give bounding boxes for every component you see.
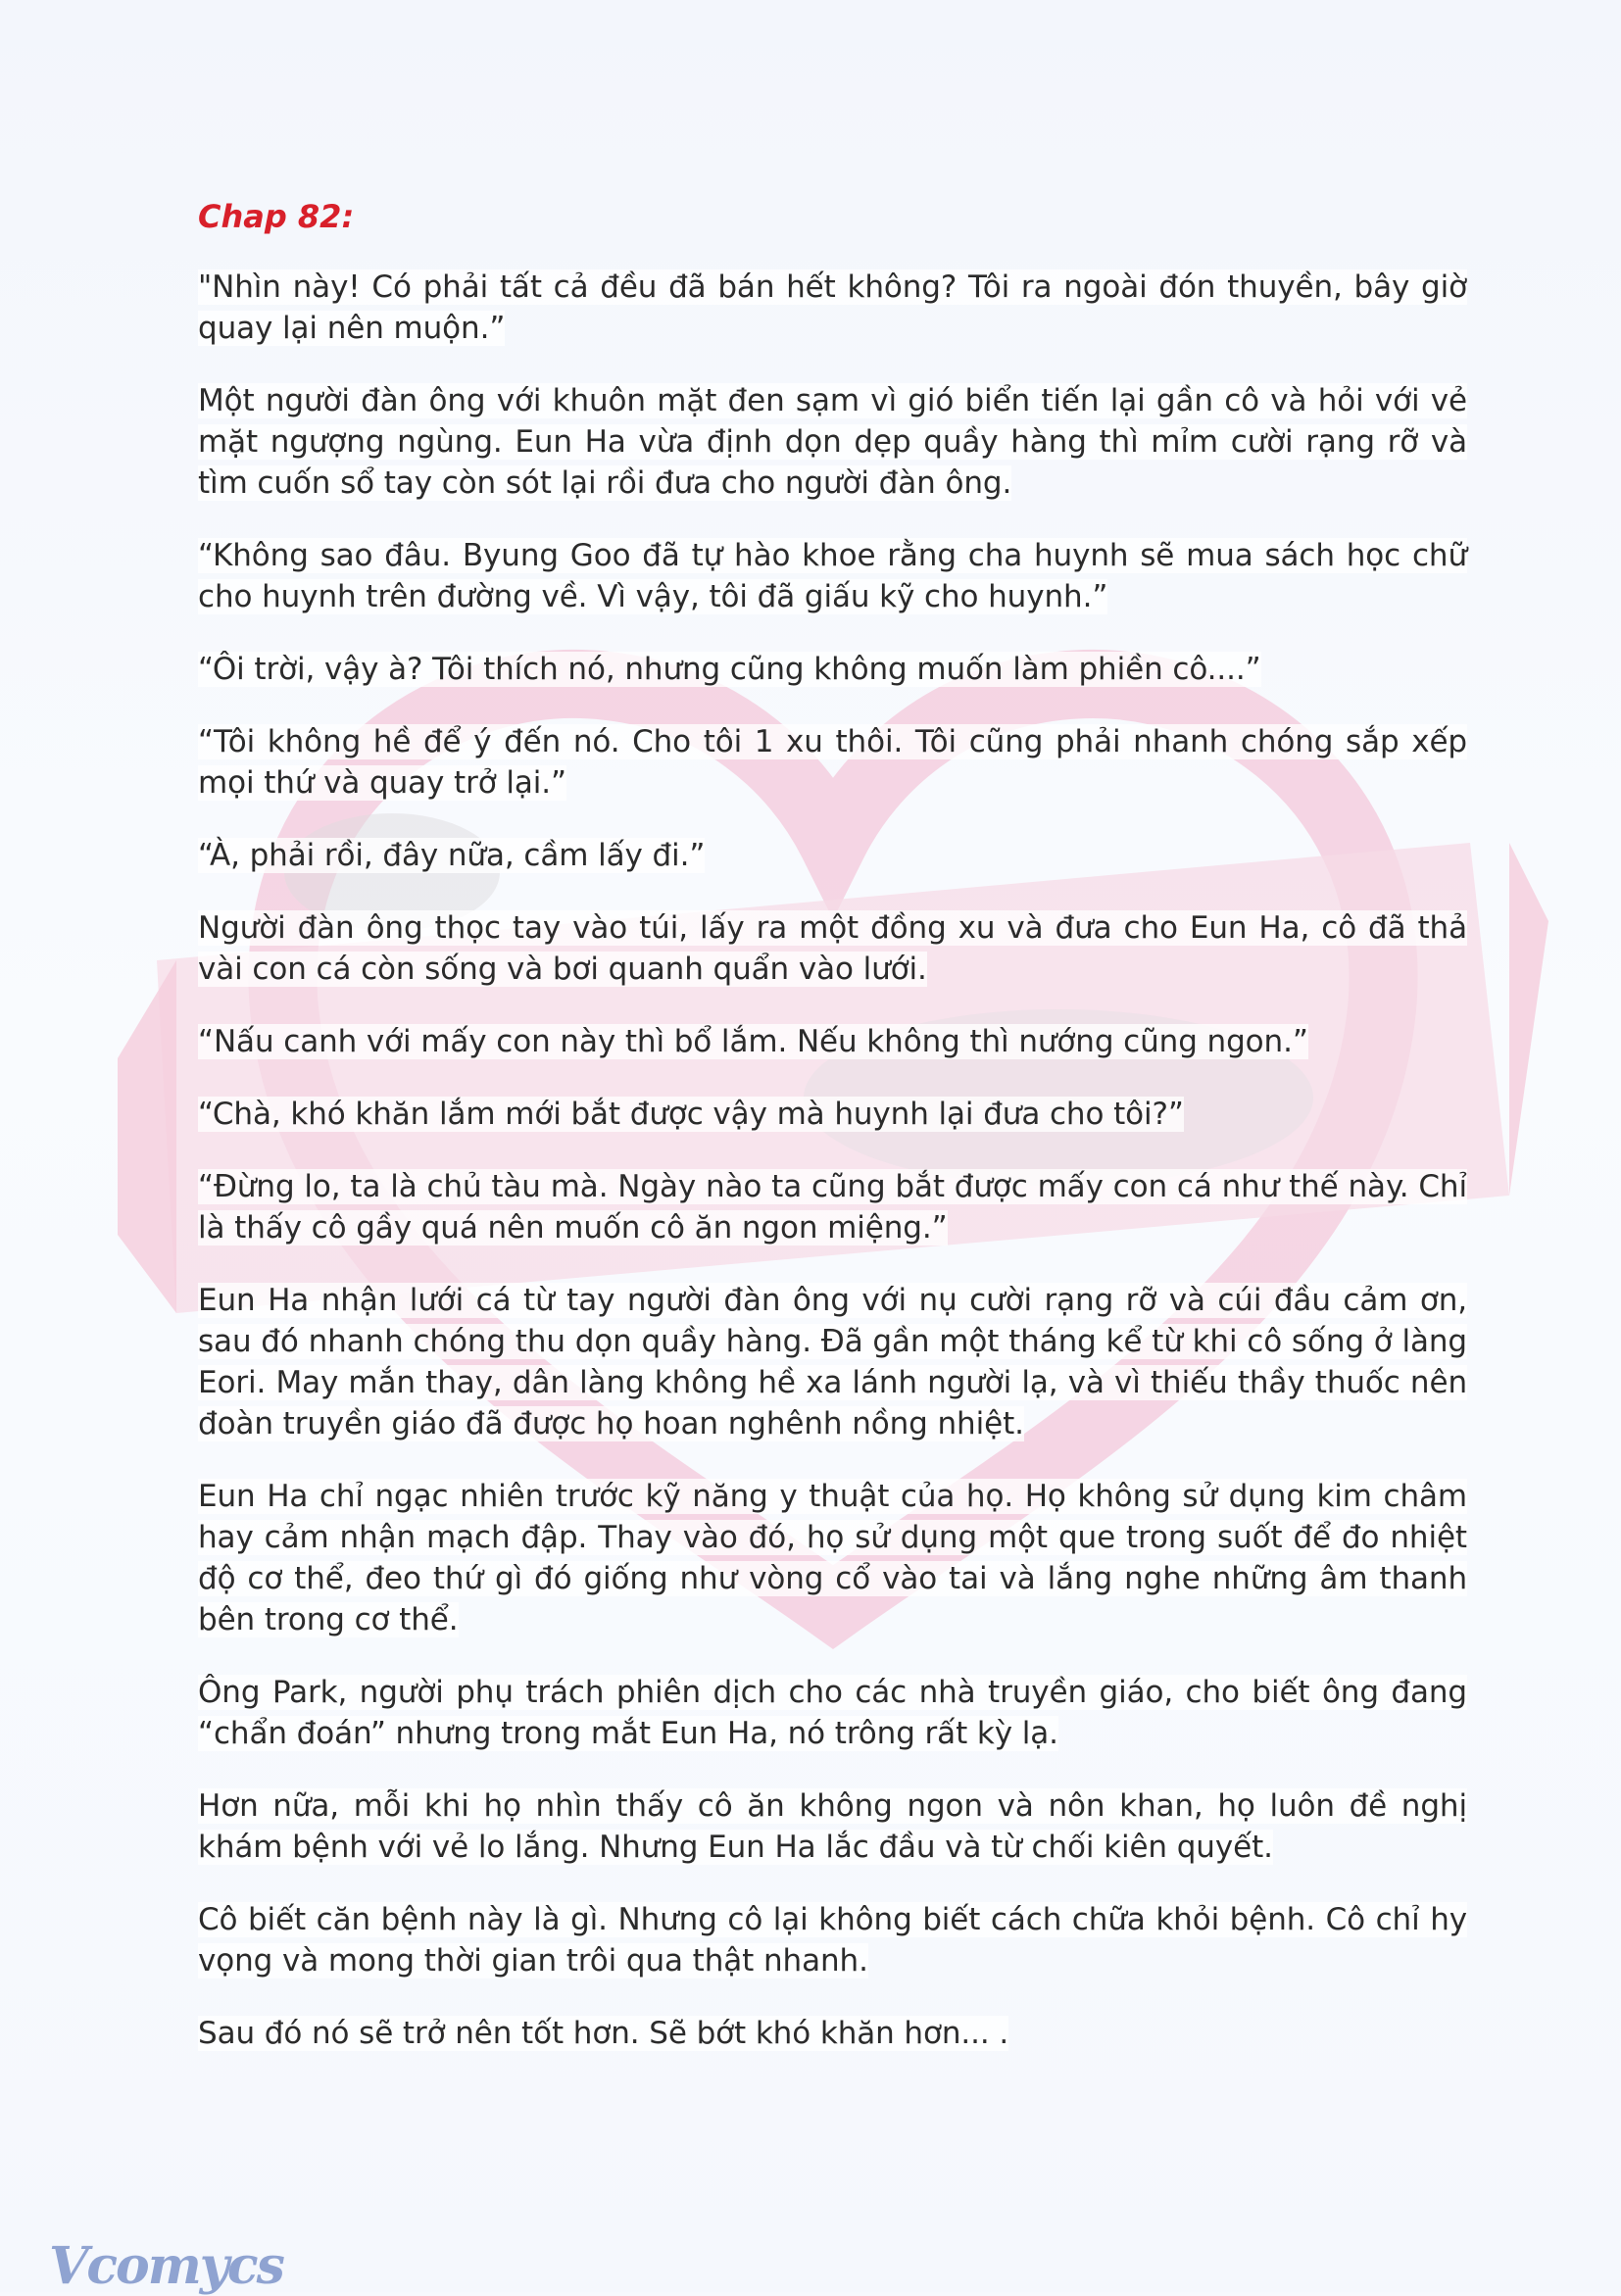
paragraph: Eun Ha chỉ ngạc nhiên trước kỹ năng y thuật của họ. Họ không sử dụng kim châm hay cảm nhận mạch đập. Thay vào đó, họ sử dụng một que trong suốt để đo nhiệt độ cơ thể, đeo thứ gì đó giống như vòng cổ vào tai và lắng nghe những âm thanh bên trong cơ thể. bbox=[198, 1479, 1467, 1637]
paragraph: “Đừng lo, ta là chủ tàu mà. Ngày nào ta cũng bắt được mấy con cá như thế này. Chỉ là thấy cô gầy quá nên muốn cô ăn ngon miệng.” bbox=[198, 1169, 1467, 1246]
paragraph: Ông Park, người phụ trách phiên dịch cho các nhà truyền giáo, cho biết ông đang “chẩn đoán” nhưng trong mắt Eun Ha, nó trông rất kỳ lạ. bbox=[198, 1675, 1467, 1751]
paragraph: Người đàn ông thọc tay vào túi, lấy ra một đồng xu và đưa cho Eun Ha, cô đã thả vài con cá còn sống và bơi quanh quẩn vào lưới. bbox=[198, 910, 1467, 987]
chapter-content bbox=[198, 196, 1467, 2085]
paragraph: Eun Ha nhận lưới cá từ tay người đàn ông với nụ cười rạng rỡ và cúi đầu cảm ơn, sau đó nhanh chóng thu dọn quầy hàng. Đã gần một tháng kể từ khi cô sống ở làng Eori. May mắn thay, dân làng không hề xa lánh người lạ, và vì thiếu thầy thuốc nên đoàn truyền giáo đã được họ hoan nghênh nồng nhiệt. bbox=[198, 1283, 1467, 1441]
paragraph: “Ôi trời, vậy à? Tôi thích nó, nhưng cũng không muốn làm phiền cô....” bbox=[198, 652, 1261, 687]
paragraph: “À, phải rồi, đây nữa, cầm lấy đi.” bbox=[198, 838, 706, 873]
paragraph: “Không sao đâu. Byung Goo đã tự hào khoe rằng cha huynh sẽ mua sách học chữ cho huynh trên đường về. Vì vậy, tôi đã giấu kỹ cho huynh.” bbox=[198, 538, 1467, 614]
paragraph: “Nấu canh với mấy con này thì bổ lắm. Nếu không thì nướng cũng ngon.” bbox=[198, 1024, 1308, 1059]
paragraph: “Tôi không hề để ý đến nó. Cho tôi 1 xu thôi. Tôi cũng phải nhanh chóng sắp xếp mọi thứ và quay trở lại.” bbox=[198, 724, 1467, 801]
paragraph: Cô biết căn bệnh này là gì. Nhưng cô lại không biết cách chữa khỏi bệnh. Cô chỉ hy vọng và mong thời gian trôi qua thật nhanh. bbox=[198, 1902, 1467, 1978]
vcomycs-logo: Vcomycs bbox=[49, 2236, 283, 2296]
chapter-title: Chap 82: bbox=[198, 198, 355, 235]
paragraph: Hơn nữa, mỗi khi họ nhìn thấy cô ăn không ngon và nôn khan, họ luôn đề nghị khám bệnh với vẻ lo lắng. Nhưng Eun Ha lắc đầu và từ chối kiên quyết. bbox=[198, 1788, 1467, 1865]
paragraph: Một người đàn ông với khuôn mặt đen sạm vì gió biển tiến lại gần cô và hỏi với vẻ mặt ngượng ngùng. Eun Ha vừa định dọn dẹp quầy hàng thì mỉm cười rạng rỡ và tìm cuốn sổ tay còn sót lại rồi đưa cho người đàn ông. bbox=[198, 383, 1467, 501]
paragraph: "Nhìn này! Có phải tất cả đều đã bán hết không? Tôi ra ngoài đón thuyền, bây giờ quay lại nên muộn.” bbox=[198, 269, 1467, 346]
paragraph: Sau đó nó sẽ trở nên tốt hơn. Sẽ bớt khó khăn hơn... . bbox=[198, 2016, 1009, 2051]
paragraph: “Chà, khó khăn lắm mới bắt được vậy mà huynh lại đưa cho tôi?” bbox=[198, 1097, 1184, 1132]
